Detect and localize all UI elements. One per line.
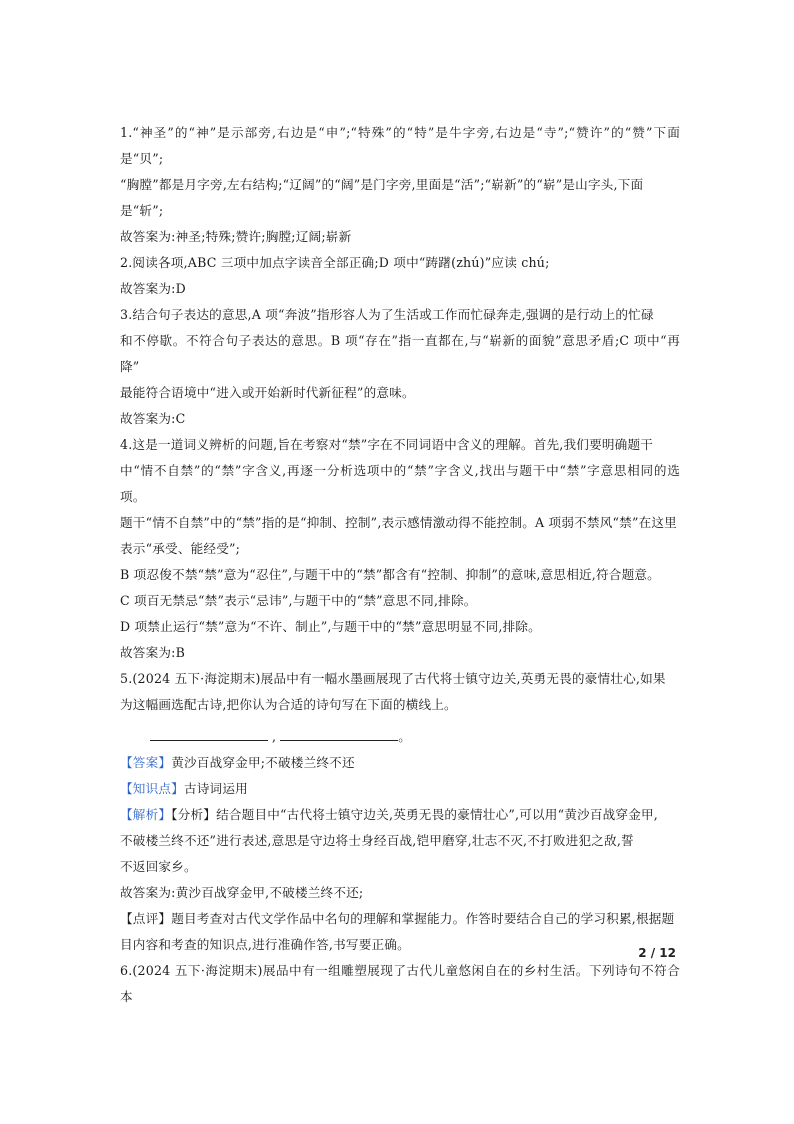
page-indicator: 2 / 12 bbox=[638, 946, 676, 960]
blank-comma: , bbox=[272, 729, 277, 744]
q6-line: 6.(2024 五下·海淀期末)展品中有一组雕塑展现了古代儿童悠闲自在的乡村生活。下列诗句不符合本 bbox=[120, 963, 680, 1004]
q4-option-b: B 项忍俊不禁“禁”意为“忍住”,与题干中的“禁”都含有“控制、抑制”的意味,意思相近,符合题意。 bbox=[120, 567, 660, 582]
answer-text: 黄沙百战穿金甲;不破楼兰终不还 bbox=[171, 755, 355, 770]
q1-answer: 故答案为:神圣;特殊;赞许;胸膛;辽阔;崭新 bbox=[120, 229, 352, 244]
q5-analysis-row bbox=[120, 802, 680, 828]
q3-line: 和不停歇。不符合句子表达的意思。B 项“存在”指一直都在,与“崭新的面貌”意思矛盾;C 项中“再降” bbox=[120, 333, 680, 374]
q4-option-c: C 项百无禁忌“禁”表示“忌讳”,与题干中的“禁”意思不同,排除。 bbox=[120, 593, 477, 608]
q4-answer: 故答案为:B bbox=[120, 645, 186, 660]
q4-line: 题干“情不自禁”中的“禁”指的是“抑制、控制”,表示感情激动得不能控制。A 项弱不禁风“禁”在这里 bbox=[120, 515, 677, 530]
document-body bbox=[120, 120, 680, 1010]
q5-comment-row bbox=[120, 906, 680, 932]
q4-line: 表示“承受、能经受”; bbox=[120, 541, 241, 556]
knowledge-point-tag: 【知识点】 bbox=[120, 781, 184, 796]
blank-period: 。 bbox=[398, 729, 412, 744]
q2-answer: 故答案为:D bbox=[120, 281, 186, 296]
q5-answer-row bbox=[120, 750, 680, 776]
q4-line: 中“情不自禁”的“禁”字含义,再逐一分析选项中的“禁”字含义,找出与题干中“禁”字意思相同的选项。 bbox=[120, 463, 680, 504]
q5-knowledge-row bbox=[120, 776, 680, 802]
answer-tag: 【答案】 bbox=[120, 755, 172, 770]
answer-blank bbox=[150, 726, 268, 741]
q3-answer: 故答案为:C bbox=[120, 411, 186, 426]
answer-blank bbox=[280, 726, 398, 741]
q1-line: 是“斩”; bbox=[120, 203, 164, 218]
q2-line: 2.阅读各项,ABC 三项中加点字读音全部正确;D 项中“踌躇(zhú)”应读 chú; bbox=[120, 255, 550, 270]
q3-line: 最能符合语境中“进入或开始新时代新征程”的意味。 bbox=[120, 385, 415, 400]
q1-line: 1.“神圣”的“神”是示部旁,右边是“申”;“特殊”的“特”是牛字旁,右边是“寺”;“赞许”的“赞”下面是“贝”; bbox=[120, 125, 680, 166]
analysis-tag: 【解析】 bbox=[120, 807, 172, 822]
q4-option-d: D 项禁止运行“禁”意为“不许、制止”,与题干中的“禁”意思明显不同,排除。 bbox=[120, 619, 541, 634]
q5-answer: 故答案为:黄沙百战穿金甲,不破楼兰终不还; bbox=[120, 885, 364, 900]
comment-tag: 【点评】 bbox=[120, 911, 172, 926]
analysis-text: 【分析】结合题目中“古代将士镇守边关,英勇无畏的豪情壮心”,可以用“黄沙百战穿金甲, bbox=[171, 807, 658, 822]
q3-line: 3.结合句子表达的意思,A 项“奔波”指形容人为了生活或工作而忙碌奔走,强调的是行动上的忙碌 bbox=[120, 307, 654, 322]
comment-text: 题目考查对古代文学作品中名句的理解和掌握能力。作答时要结合自己的学习积累,根据题 bbox=[171, 911, 675, 926]
q5-analysis-line: 不返回家乡。 bbox=[120, 859, 197, 874]
q5-analysis-line: 不破楼兰终不还”进行表述,意思是守边将士身经百战,铠甲磨穿,壮志不灭,不打败进犯之敌,誓 bbox=[120, 833, 634, 848]
q5-line: 为这幅画选配古诗,把你认为合适的诗句写在下面的横线上。 bbox=[120, 697, 457, 712]
q5-line: 5.(2024 五下·海淀期末)展品中有一幅水墨画展现了古代将士镇守边关,英勇无畏的豪情壮心,如果 bbox=[120, 671, 666, 686]
q1-line: “胸膛”都是月字旁,左右结构;“辽阔”的“阔”是门字旁,里面是“活”;“崭新”的“崭”是山字头,下面 bbox=[120, 177, 644, 192]
q5-comment-line: 目内容和考查的知识点,进行准确作答,书写要正确。 bbox=[120, 937, 410, 952]
q5-answer-blanks bbox=[120, 724, 680, 746]
knowledge-point-text: 古诗词运用 bbox=[183, 781, 248, 796]
q4-line: 4.这是一道词义辨析的问题,旨在考察对“禁”字在不同词语中含义的理解。首先,我们要明确题干 bbox=[120, 437, 654, 452]
